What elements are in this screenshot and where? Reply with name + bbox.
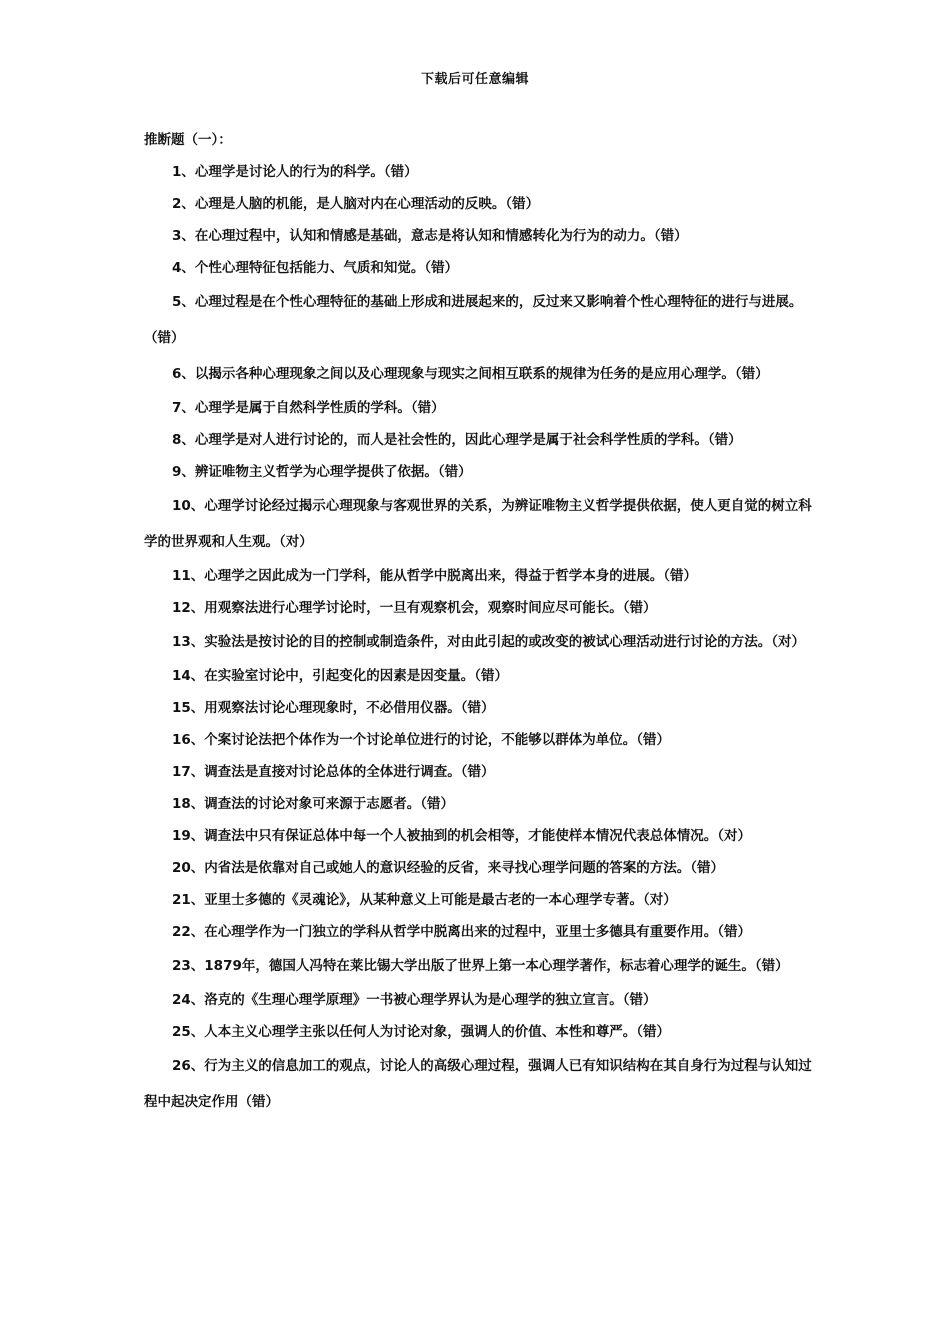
list-item: 1、心理学是讨论人的行为的科学。（错） (172, 164, 418, 180)
section-title: 推断题（一）： (144, 132, 232, 148)
page-header: 下载后可任意编辑 (420, 72, 529, 87)
list-item: 15、用观察法讨论心理现象时，不必借用仪器。（错） (172, 700, 495, 716)
list-item: 21、亚里士多德的《灵魂论》，从某种意义上可能是最古老的一本心理学专著。（对） (172, 892, 677, 908)
list-item: 14、在实验室讨论中，引起变化的因素是因变量。（错） (172, 668, 509, 684)
list-item: 7、心理学是属于自然科学性质的学科。（错） (172, 400, 445, 416)
list-item: 23、1879年，德国人冯特在莱比锡大学出版了世界上第一本心理学著作，标志着心理学的诞生。（错） (172, 958, 789, 974)
list-item: 26、行为主义的信息加工的观点，讨论人的高级心理过程，强调人已有知识结构在其自身行为过程与认知过程中起决定作用（错） (144, 1058, 812, 1110)
list-item: 8、心理学是对人进行讨论的，而人是社会性的，因此心理学是属于社会科学性质的学科。（错） (172, 432, 742, 448)
list-item: 6、以揭示各种心理现象之间以及心理现象与现实之间相互联系的规律为任务的是应用心理学。（错） (172, 366, 769, 382)
list-item: 3、在心理过程中，认知和情感是基础，意志是将认知和情感转化为行为的动力。（错） (172, 228, 688, 244)
list-item: 18、调查法的讨论对象可来源于志愿者。（错） (172, 796, 455, 812)
list-item: 5、心理过程是在个性心理特征的基础上形成和进展起来的，反过来又影响着个性心理特征的进行与进展。（错） (144, 294, 803, 346)
list-item: 11、心理学之因此成为一门学科，能从哲学中脱离出来，得益于哲学本身的进展。（错） (172, 568, 698, 584)
list-item: 19、调查法中只有保证总体中每一个人被抽到的机会相等，才能使样本情况代表总体情况。（对） (172, 828, 752, 844)
list-item: 17、调查法是直接对讨论总体的全体进行调查。（错） (172, 764, 495, 780)
list-item: 13、实验法是按讨论的目的控制或制造条件，对由此引起的或改变的被试心理活动进行讨论的方法。（对） (172, 634, 806, 650)
list-item: 16、个案讨论法把个体作为一个讨论单位进行的讨论，不能够以群体为单位。（错） (172, 732, 671, 748)
list-item: 25、人本主义心理学主张以任何人为讨论对象，强调人的价值、本性和尊严。（错） (172, 1024, 671, 1040)
document-body (144, 124, 812, 1120)
list-item: 4、个性心理特征包括能力、气质和知觉。（错） (172, 260, 459, 276)
list-item: 10、心理学讨论经过揭示心理现象与客观世界的关系，为辨证唯物主义哲学提供依据，使人更自觉的树立科学的世界观和人生观。（对） (144, 498, 812, 550)
list-item: 24、洛克的《生理心理学原理》一书被心理学界认为是心理学的独立宣言。（错） (172, 992, 657, 1008)
list-item: 2、心理是人脑的机能，是人脑对内在心理活动的反映。（错） (172, 196, 540, 212)
list-item: 9、辨证唯物主义哲学为心理学提供了依据。（错） (172, 464, 472, 480)
list-item: 12、用观察法进行心理学讨论时，一旦有观察机会，观察时间应尽可能长。（错） (172, 600, 657, 616)
list-item: 22、在心理学作为一门独立的学科从哲学中脱离出来的过程中，亚里士多德具有重要作用。（错） (172, 924, 752, 940)
list-item: 20、内省法是依靠对自己或她人的意识经验的反省，来寻找心理学问题的答案的方法。（错） (172, 860, 725, 876)
